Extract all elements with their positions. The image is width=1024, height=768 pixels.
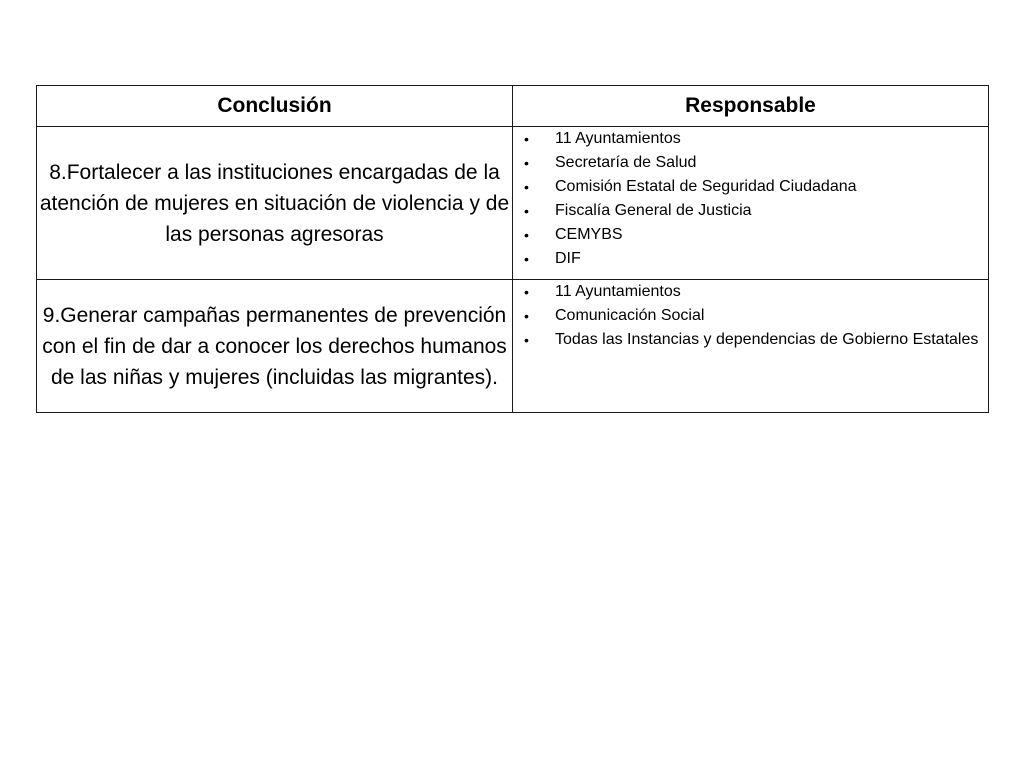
list-item (513, 304, 988, 328)
bullet-icon: • (524, 131, 529, 147)
list-item (513, 280, 988, 304)
list-item-label: Fiscalía General de Justicia (555, 202, 752, 219)
table-row (37, 280, 989, 413)
list-item (513, 328, 988, 352)
bullet-icon: • (524, 251, 529, 267)
table-row (37, 127, 989, 280)
bullet-icon: • (524, 203, 529, 219)
responsible-list (513, 127, 988, 271)
bullet-icon: • (524, 332, 529, 348)
list-item (513, 151, 988, 175)
list-item (513, 247, 988, 271)
list-item-label: 11 Ayuntamientos (555, 130, 681, 147)
list-item-label: Comisión Estatal de Seguridad Ciudadana (555, 178, 857, 195)
list-item (513, 199, 988, 223)
list-item-label: Todas las Instancias y dependencias de Gobierno Estatales (555, 331, 979, 348)
list-item (513, 223, 988, 247)
responsible-list (513, 280, 988, 352)
bullet-icon: • (524, 227, 529, 243)
conclusion-cell: 9.Generar campañas permanentes de prevención con el fin de dar a conocer los derechos humanos de las niñas y mujeres (incluidas las migrantes). (37, 280, 513, 413)
list-item (513, 127, 988, 151)
responsible-cell (513, 280, 989, 413)
conclusions-table (36, 85, 989, 413)
responsible-cell (513, 127, 989, 280)
list-item-label: Secretaría de Salud (555, 154, 697, 171)
table-header-row (37, 86, 989, 127)
header-responsible: Responsable (513, 86, 989, 127)
bullet-icon: • (524, 308, 529, 324)
list-item-label: Comunicación Social (555, 307, 705, 324)
list-item-label: DIF (555, 250, 581, 267)
conclusion-cell: 8.Fortalecer a las instituciones encargadas de la atención de mujeres en situación de violencia y de las personas agresoras (37, 127, 513, 280)
list-item-label: 11 Ayuntamientos (555, 283, 681, 300)
header-conclusion: Conclusión (37, 86, 513, 127)
list-item-label: CEMYBS (555, 226, 623, 243)
list-item (513, 175, 988, 199)
bullet-icon: • (524, 284, 529, 300)
bullet-icon: • (524, 179, 529, 195)
bullet-icon: • (524, 155, 529, 171)
